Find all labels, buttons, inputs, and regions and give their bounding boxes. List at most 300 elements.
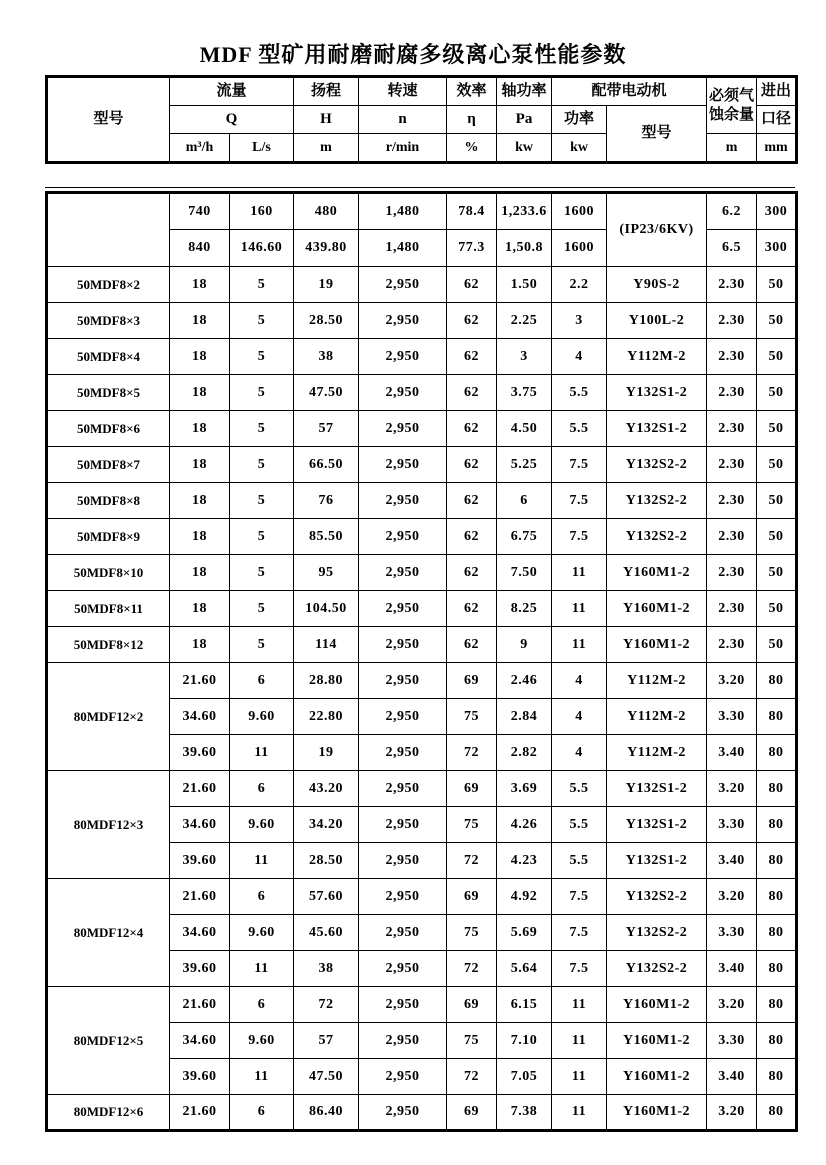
- header-shaft-power-unit: kw: [497, 134, 552, 163]
- head-cell: 19: [294, 267, 359, 303]
- speed-cell: 2,950: [359, 771, 447, 807]
- motor-power-cell: 7.5: [552, 951, 607, 987]
- header-head-symbol: H: [294, 106, 359, 134]
- flow-m3h-cell: 18: [170, 339, 230, 375]
- npsh-cell: 3.20: [707, 663, 757, 699]
- table-row: [47, 267, 797, 303]
- diameter-cell: 50: [757, 627, 797, 663]
- table-row: [47, 663, 797, 699]
- motor-model-cell: Y160M1-2: [607, 1095, 707, 1131]
- table-row: [47, 627, 797, 663]
- head-cell: 22.80: [294, 699, 359, 735]
- table-row: [47, 303, 797, 339]
- head-cell: 34.20: [294, 807, 359, 843]
- head-cell: 38: [294, 951, 359, 987]
- efficiency-cell: 69: [447, 987, 497, 1023]
- motor-power-cell: 11: [552, 1059, 607, 1095]
- diameter-cell: 80: [757, 1095, 797, 1131]
- motor-power-cell: 5.5: [552, 771, 607, 807]
- speed-cell: 2,950: [359, 447, 447, 483]
- shaft-power-cell: 8.25: [497, 591, 552, 627]
- efficiency-cell: 62: [447, 411, 497, 447]
- header-npsh: [707, 77, 757, 134]
- header-motor: 配带电动机: [552, 77, 707, 106]
- table-row: [47, 555, 797, 591]
- motor-power-cell: 4: [552, 735, 607, 771]
- table-row: [47, 519, 797, 555]
- data-table: [45, 191, 798, 1132]
- efficiency-cell: 62: [447, 267, 497, 303]
- flow-ls-cell: 9.60: [230, 915, 294, 951]
- pump-model-cell: 80MDF12×6: [47, 1095, 170, 1131]
- motor-model-cell: Y132S1-2: [607, 807, 707, 843]
- npsh-cell: 2.30: [707, 447, 757, 483]
- header-port-line2: 口径: [757, 106, 797, 134]
- efficiency-cell: 62: [447, 483, 497, 519]
- flow-m3h-cell: 39.60: [170, 1059, 230, 1095]
- npsh-cell: 2.30: [707, 483, 757, 519]
- flow-m3h-cell: 18: [170, 555, 230, 591]
- head-cell: 439.80: [294, 230, 359, 267]
- shaft-power-cell: 2.84: [497, 699, 552, 735]
- head-cell: 104.50: [294, 591, 359, 627]
- diameter-cell: 300: [757, 193, 797, 230]
- flow-m3h-cell: 18: [170, 375, 230, 411]
- pump-model-cell: 50MDF8×8: [47, 483, 170, 519]
- npsh-cell: 3.30: [707, 699, 757, 735]
- motor-power-cell: 5.5: [552, 807, 607, 843]
- flow-ls-cell: 5: [230, 591, 294, 627]
- flow-m3h-cell: 840: [170, 230, 230, 267]
- efficiency-cell: 62: [447, 627, 497, 663]
- shaft-power-cell: 3: [497, 339, 552, 375]
- npsh-cell: 2.30: [707, 375, 757, 411]
- table-row: [47, 1095, 797, 1131]
- motor-model-cell: Y112M-2: [607, 735, 707, 771]
- motor-model-cell: Y160M1-2: [607, 591, 707, 627]
- diameter-cell: 80: [757, 915, 797, 951]
- npsh-cell: 3.40: [707, 843, 757, 879]
- motor-model-cell: Y132S1-2: [607, 411, 707, 447]
- head-cell: 480: [294, 193, 359, 230]
- flow-ls-cell: 6: [230, 771, 294, 807]
- motor-power-cell: 2.2: [552, 267, 607, 303]
- motor-power-cell: 7.5: [552, 915, 607, 951]
- shaft-power-cell: 2.82: [497, 735, 552, 771]
- motor-model-cell: Y132S2-2: [607, 951, 707, 987]
- diameter-cell: 50: [757, 411, 797, 447]
- shaft-power-cell: 9: [497, 627, 552, 663]
- pump-model-cell: 80MDF12×3: [47, 771, 170, 879]
- flow-ls-cell: 11: [230, 951, 294, 987]
- motor-power-cell: 7.5: [552, 879, 607, 915]
- flow-ls-cell: 6: [230, 987, 294, 1023]
- efficiency-cell: 72: [447, 735, 497, 771]
- head-cell: 57.60: [294, 879, 359, 915]
- efficiency-cell: 72: [447, 951, 497, 987]
- table-row: [47, 591, 797, 627]
- motor-power-cell: 7.5: [552, 447, 607, 483]
- flow-ls-cell: 5: [230, 519, 294, 555]
- npsh-cell: 6.2: [707, 193, 757, 230]
- pump-model-cell: 80MDF12×5: [47, 987, 170, 1095]
- motor-power-cell: 5.5: [552, 411, 607, 447]
- flow-m3h-cell: 21.60: [170, 771, 230, 807]
- efficiency-cell: 75: [447, 915, 497, 951]
- flow-ls-cell: 6: [230, 879, 294, 915]
- flow-m3h-cell: 18: [170, 447, 230, 483]
- flow-ls-cell: 5: [230, 375, 294, 411]
- speed-cell: 1,480: [359, 230, 447, 267]
- motor-power-cell: 1600: [552, 230, 607, 267]
- head-cell: 19: [294, 735, 359, 771]
- diameter-cell: 80: [757, 843, 797, 879]
- efficiency-cell: 62: [447, 339, 497, 375]
- header-speed-unit: r/min: [359, 134, 447, 163]
- head-cell: 57: [294, 1023, 359, 1059]
- diameter-cell: 50: [757, 483, 797, 519]
- flow-ls-cell: 5: [230, 447, 294, 483]
- flow-ls-cell: 5: [230, 303, 294, 339]
- head-cell: 76: [294, 483, 359, 519]
- npsh-cell: 3.30: [707, 1023, 757, 1059]
- diameter-cell: 300: [757, 230, 797, 267]
- speed-cell: 2,950: [359, 483, 447, 519]
- shaft-power-cell: 4.26: [497, 807, 552, 843]
- header-motor-model: 型号: [607, 106, 707, 163]
- efficiency-cell: 62: [447, 447, 497, 483]
- efficiency-cell: 75: [447, 807, 497, 843]
- npsh-cell: 2.30: [707, 555, 757, 591]
- speed-cell: 2,950: [359, 267, 447, 303]
- flow-ls-cell: 5: [230, 483, 294, 519]
- diameter-cell: 80: [757, 1059, 797, 1095]
- speed-cell: 2,950: [359, 411, 447, 447]
- motor-model-cell: Y112M-2: [607, 663, 707, 699]
- table-row: [47, 879, 797, 915]
- speed-cell: 2,950: [359, 591, 447, 627]
- head-cell: 57: [294, 411, 359, 447]
- shaft-power-cell: 2.46: [497, 663, 552, 699]
- motor-power-cell: 7.5: [552, 519, 607, 555]
- motor-power-cell: 5.5: [552, 843, 607, 879]
- header-flow-symbol: Q: [170, 106, 294, 134]
- table-row: [47, 411, 797, 447]
- diameter-cell: 80: [757, 879, 797, 915]
- shaft-power-cell: 1,50.8: [497, 230, 552, 267]
- flow-ls-cell: 5: [230, 555, 294, 591]
- shaft-power-cell: 4.50: [497, 411, 552, 447]
- flow-ls-cell: 146.60: [230, 230, 294, 267]
- pump-model-cell: 50MDF8×6: [47, 411, 170, 447]
- motor-model-cell: Y132S1-2: [607, 771, 707, 807]
- motor-model-cell: Y132S2-2: [607, 915, 707, 951]
- flow-ls-cell: 160: [230, 193, 294, 230]
- motor-model-cell: Y132S2-2: [607, 447, 707, 483]
- motor-power-cell: 4: [552, 339, 607, 375]
- motor-model-cell: Y112M-2: [607, 699, 707, 735]
- flow-m3h-cell: 39.60: [170, 843, 230, 879]
- pump-model-cell: 50MDF8×10: [47, 555, 170, 591]
- npsh-cell: 3.20: [707, 879, 757, 915]
- speed-cell: 2,950: [359, 663, 447, 699]
- flow-m3h-cell: 21.60: [170, 987, 230, 1023]
- motor-power-cell: 11: [552, 627, 607, 663]
- npsh-cell: 2.30: [707, 411, 757, 447]
- shaft-power-cell: 5.69: [497, 915, 552, 951]
- motor-model-cell: Y160M1-2: [607, 555, 707, 591]
- head-cell: 28.50: [294, 843, 359, 879]
- efficiency-cell: 78.4: [447, 193, 497, 230]
- head-cell: 47.50: [294, 1059, 359, 1095]
- speed-cell: 2,950: [359, 1059, 447, 1095]
- motor-model-cell: Y160M1-2: [607, 627, 707, 663]
- shaft-power-cell: 7.50: [497, 555, 552, 591]
- shaft-power-cell: 4.92: [497, 879, 552, 915]
- diameter-cell: 50: [757, 591, 797, 627]
- flow-ls-cell: 11: [230, 843, 294, 879]
- pump-model-cell: 50MDF8×4: [47, 339, 170, 375]
- flow-m3h-cell: 18: [170, 519, 230, 555]
- header-port-line1: 进出: [757, 77, 797, 106]
- header-port-unit: mm: [757, 134, 797, 163]
- npsh-cell: 2.30: [707, 339, 757, 375]
- shaft-power-cell: 7.10: [497, 1023, 552, 1059]
- npsh-cell: 3.20: [707, 1095, 757, 1131]
- speed-cell: 2,950: [359, 987, 447, 1023]
- diameter-cell: 80: [757, 663, 797, 699]
- motor-model-cell: Y100L-2: [607, 303, 707, 339]
- motor-model-cell: Y132S1-2: [607, 375, 707, 411]
- motor-model-cell: Y160M1-2: [607, 1059, 707, 1095]
- motor-power-cell: 11: [552, 1095, 607, 1131]
- flow-ls-cell: 6: [230, 1095, 294, 1131]
- pump-model-cell: 50MDF8×7: [47, 447, 170, 483]
- header-shaft-power-symbol: Pa: [497, 106, 552, 134]
- motor-model-cell: Y90S-2: [607, 267, 707, 303]
- diameter-cell: 80: [757, 1023, 797, 1059]
- flow-m3h-cell: 34.60: [170, 1023, 230, 1059]
- motor-model-cell: Y132S2-2: [607, 519, 707, 555]
- flow-m3h-cell: 18: [170, 591, 230, 627]
- flow-m3h-cell: 34.60: [170, 915, 230, 951]
- head-cell: 95: [294, 555, 359, 591]
- head-cell: 47.50: [294, 375, 359, 411]
- shaft-power-cell: 1,233.6: [497, 193, 552, 230]
- table-row: [47, 447, 797, 483]
- efficiency-cell: 69: [447, 663, 497, 699]
- speed-cell: 2,950: [359, 915, 447, 951]
- speed-cell: 2,950: [359, 951, 447, 987]
- diameter-cell: 80: [757, 699, 797, 735]
- efficiency-cell: 75: [447, 699, 497, 735]
- shaft-power-cell: 3.75: [497, 375, 552, 411]
- shaft-power-cell: 5.64: [497, 951, 552, 987]
- motor-power-cell: 11: [552, 555, 607, 591]
- shaft-power-cell: 3.69: [497, 771, 552, 807]
- head-cell: 85.50: [294, 519, 359, 555]
- npsh-cell: 2.30: [707, 627, 757, 663]
- flow-ls-cell: 11: [230, 1059, 294, 1095]
- flow-m3h-cell: 18: [170, 303, 230, 339]
- npsh-cell: 3.30: [707, 807, 757, 843]
- speed-cell: 2,950: [359, 807, 447, 843]
- motor-power-cell: 1600: [552, 193, 607, 230]
- motor-power-cell: 3: [552, 303, 607, 339]
- head-cell: 72: [294, 987, 359, 1023]
- speed-cell: 2,950: [359, 519, 447, 555]
- efficiency-cell: 62: [447, 591, 497, 627]
- speed-cell: 2,950: [359, 699, 447, 735]
- header-flow-unit-m3h: m³/h: [170, 134, 230, 163]
- table-row: [47, 987, 797, 1023]
- flow-m3h-cell: 39.60: [170, 735, 230, 771]
- npsh-cell: 2.30: [707, 519, 757, 555]
- speed-cell: 2,950: [359, 339, 447, 375]
- data-table-wrap: [45, 187, 795, 1132]
- efficiency-cell: 62: [447, 303, 497, 339]
- table-row: [47, 193, 797, 230]
- speed-cell: 2,950: [359, 879, 447, 915]
- flow-m3h-cell: 34.60: [170, 807, 230, 843]
- npsh-cell: 2.30: [707, 591, 757, 627]
- npsh-cell: 3.40: [707, 1059, 757, 1095]
- efficiency-cell: 69: [447, 879, 497, 915]
- speed-cell: 2,950: [359, 1023, 447, 1059]
- speed-cell: 2,950: [359, 555, 447, 591]
- motor-power-cell: 7.5: [552, 483, 607, 519]
- speed-cell: 2,950: [359, 735, 447, 771]
- flow-ls-cell: 5: [230, 267, 294, 303]
- header-motor-power-unit: kw: [552, 134, 607, 163]
- flow-m3h-cell: 21.60: [170, 1095, 230, 1131]
- pump-model-cell: 80MDF12×4: [47, 879, 170, 987]
- flow-ls-cell: 5: [230, 339, 294, 375]
- efficiency-cell: 69: [447, 771, 497, 807]
- diameter-cell: 80: [757, 771, 797, 807]
- flow-m3h-cell: 21.60: [170, 879, 230, 915]
- flow-m3h-cell: 21.60: [170, 663, 230, 699]
- diameter-cell: 80: [757, 807, 797, 843]
- header-flow: 流量: [170, 77, 294, 106]
- table-row: [47, 339, 797, 375]
- pump-model-cell: 50MDF8×12: [47, 627, 170, 663]
- motor-power-cell: 11: [552, 1023, 607, 1059]
- npsh-cell: 2.30: [707, 303, 757, 339]
- diameter-cell: 50: [757, 339, 797, 375]
- head-cell: 86.40: [294, 1095, 359, 1131]
- diameter-cell: 80: [757, 951, 797, 987]
- speed-cell: 2,950: [359, 1095, 447, 1131]
- motor-model-cell: Y132S2-2: [607, 483, 707, 519]
- table-row: [47, 375, 797, 411]
- diameter-cell: 50: [757, 555, 797, 591]
- motor-model-cell: Y132S1-2: [607, 843, 707, 879]
- head-cell: 28.50: [294, 303, 359, 339]
- shaft-power-cell: 4.23: [497, 843, 552, 879]
- npsh-cell: 3.20: [707, 987, 757, 1023]
- shaft-power-cell: 6.75: [497, 519, 552, 555]
- npsh-cell: 3.20: [707, 771, 757, 807]
- flow-ls-cell: 5: [230, 411, 294, 447]
- efficiency-cell: 72: [447, 843, 497, 879]
- pump-model-cell: 50MDF8×9: [47, 519, 170, 555]
- pump-model-cell: 50MDF8×5: [47, 375, 170, 411]
- motor-model-cell: (IP23/6KV): [607, 193, 707, 267]
- head-cell: 43.20: [294, 771, 359, 807]
- pump-model-cell: 80MDF12×2: [47, 663, 170, 771]
- npsh-cell: 3.30: [707, 915, 757, 951]
- pump-model-cell: 50MDF8×11: [47, 591, 170, 627]
- efficiency-cell: 72: [447, 1059, 497, 1095]
- npsh-cell: 2.30: [707, 267, 757, 303]
- flow-m3h-cell: 18: [170, 627, 230, 663]
- speed-cell: 2,950: [359, 303, 447, 339]
- header-speed-symbol: n: [359, 106, 447, 134]
- table-row: [47, 771, 797, 807]
- shaft-power-cell: 7.05: [497, 1059, 552, 1095]
- motor-power-cell: 5.5: [552, 375, 607, 411]
- motor-model-cell: Y160M1-2: [607, 987, 707, 1023]
- flow-m3h-cell: 34.60: [170, 699, 230, 735]
- shaft-power-cell: 6: [497, 483, 552, 519]
- data-table-body: [47, 193, 797, 1131]
- motor-power-cell: 4: [552, 663, 607, 699]
- flow-ls-cell: 5: [230, 627, 294, 663]
- motor-model-cell: Y112M-2: [607, 339, 707, 375]
- shaft-power-cell: 1.50: [497, 267, 552, 303]
- header-row-1: [47, 77, 797, 106]
- motor-power-cell: 11: [552, 987, 607, 1023]
- flow-ls-cell: 9.60: [230, 699, 294, 735]
- header-npsh-unit: m: [707, 134, 757, 163]
- flow-ls-cell: 9.60: [230, 1023, 294, 1059]
- header-shaft-power: 轴功率: [497, 77, 552, 106]
- head-cell: 28.80: [294, 663, 359, 699]
- header-npsh-line2: 蚀余量: [709, 106, 755, 123]
- shaft-power-cell: 6.15: [497, 987, 552, 1023]
- diameter-cell: 50: [757, 447, 797, 483]
- diameter-cell: 50: [757, 519, 797, 555]
- shaft-power-cell: 7.38: [497, 1095, 552, 1131]
- head-cell: 38: [294, 339, 359, 375]
- diameter-cell: 50: [757, 267, 797, 303]
- diameter-cell: 50: [757, 303, 797, 339]
- pump-model-cell: [47, 193, 170, 267]
- efficiency-cell: 62: [447, 555, 497, 591]
- flow-ls-cell: 9.60: [230, 807, 294, 843]
- diameter-cell: 80: [757, 735, 797, 771]
- flow-m3h-cell: 18: [170, 483, 230, 519]
- head-cell: 114: [294, 627, 359, 663]
- diameter-cell: 80: [757, 987, 797, 1023]
- header-head-unit: m: [294, 134, 359, 163]
- diameter-cell: 50: [757, 375, 797, 411]
- flow-ls-cell: 11: [230, 735, 294, 771]
- pump-model-cell: 50MDF8×3: [47, 303, 170, 339]
- flow-m3h-cell: 18: [170, 411, 230, 447]
- efficiency-cell: 77.3: [447, 230, 497, 267]
- header-motor-power: 功率: [552, 106, 607, 134]
- pump-model-cell: 50MDF8×2: [47, 267, 170, 303]
- speed-cell: 2,950: [359, 843, 447, 879]
- speed-cell: 2,950: [359, 375, 447, 411]
- head-cell: 66.50: [294, 447, 359, 483]
- speed-cell: 1,480: [359, 193, 447, 230]
- motor-power-cell: 4: [552, 699, 607, 735]
- shaft-power-cell: 5.25: [497, 447, 552, 483]
- efficiency-cell: 62: [447, 375, 497, 411]
